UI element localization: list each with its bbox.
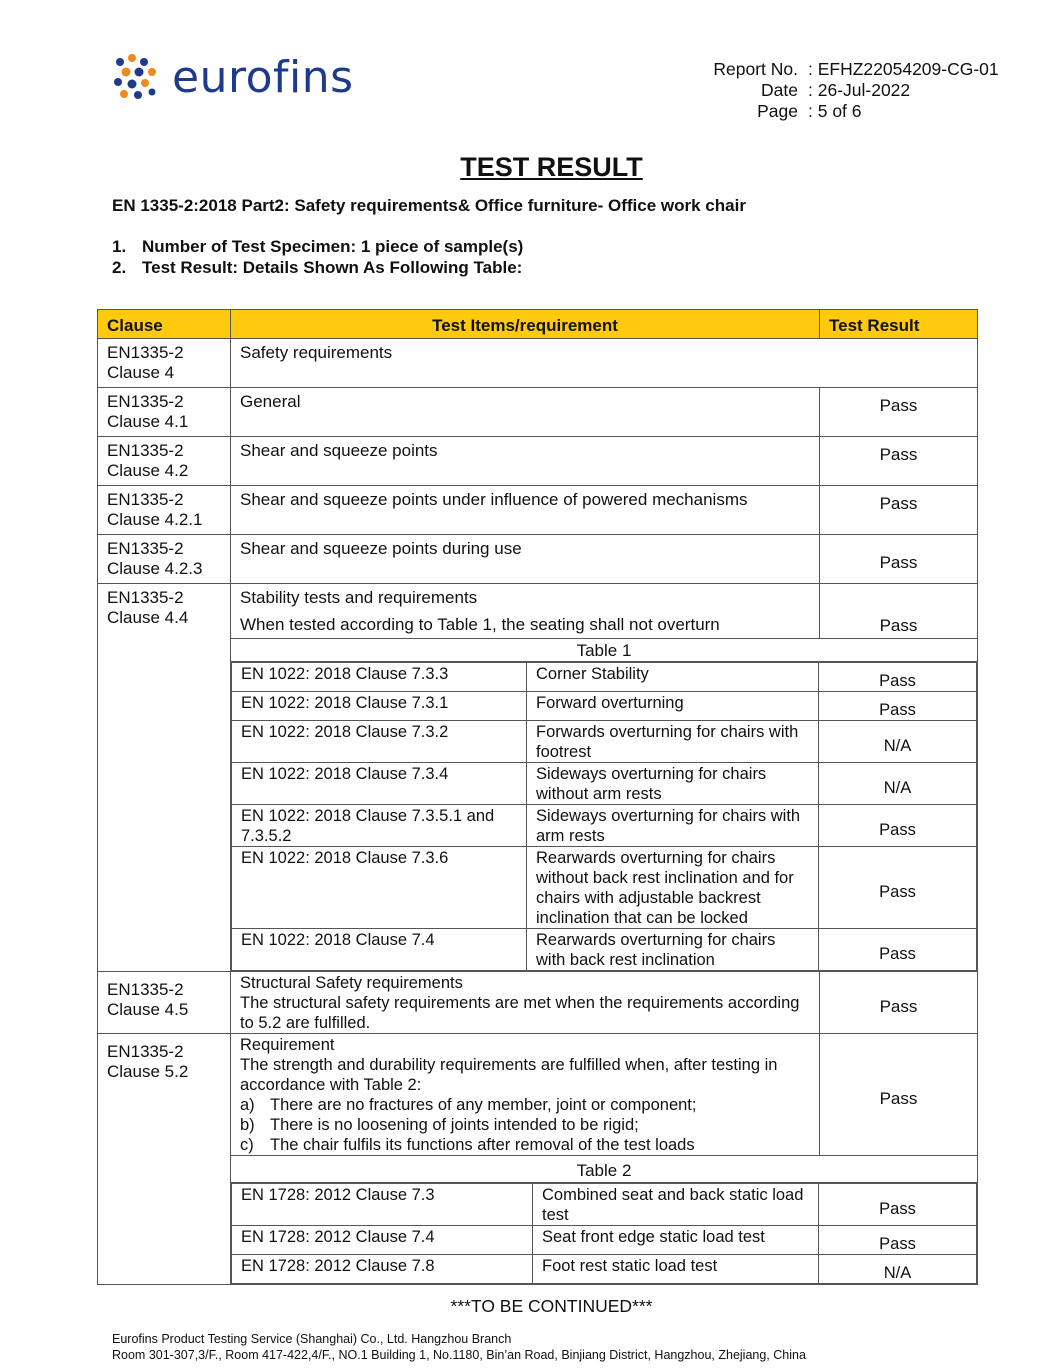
table-row: EN 1022: 2018 Clause 7.3.6 Rearwards overturning for chairs without back rest inclination and for chairs with adjustable backrest inclination that can be locked Pass — [232, 847, 977, 929]
footer-address: Room 301-307,3/F., Room 417-422,4/F., NO.1 Building 1, No.1180, Bin’an Road, Binjiang District, Hangzhou, Zhejiang, China — [112, 1348, 806, 1362]
table-row: EN 1728: 2012 Clause 7.3 Combined seat and back static load test Pass — [232, 1184, 977, 1226]
page-value: : 5 of 6 — [808, 101, 862, 121]
result-cell: Pass — [820, 584, 978, 639]
item-cell: General — [231, 388, 820, 437]
list-item: c) The chair fulfils its functions after removal of the test loads — [240, 1136, 695, 1154]
table-row: EN 1022: 2018 Clause 7.3.4 Sideways overturning for chairs without arm rests N/A — [232, 763, 977, 805]
item-cell: Structural Safety requirements The structural safety requirements are met when the requirements according to 5.2 are fulfilled. — [231, 972, 820, 1034]
item-cell: Shear and squeeze points during use — [231, 535, 820, 584]
table-row: EN 1728: 2012 Clause 7.8 Foot rest static load test N/A — [232, 1255, 977, 1284]
item-cell: Stability tests and requirements When tested according to Table 1, the seating shall not overturn — [231, 584, 820, 639]
table-row — [98, 486, 978, 535]
table-row: EN 1022: 2018 Clause 7.3.5.1 and 7.3.5.2 Sideways overturning for chairs with arm rests Pass — [232, 805, 977, 847]
header-items: Test Items/requirement — [231, 310, 820, 339]
date-value: : 26-Jul-2022 — [808, 80, 911, 100]
table1-caption: Table 1 — [231, 639, 978, 662]
subtitle: EN 1335-2:2018 Part2: Safety requirements& Office furniture- Office work chair — [112, 196, 746, 215]
continued-note: ***TO BE CONTINUED*** — [450, 1296, 653, 1316]
table-row: EN 1022: 2018 Clause 7.3.1 Forward overturning Pass — [232, 692, 977, 721]
item-cell: Requirement The strength and durability requirements are fulfilled when, after testing in accordance with Table 2: a) There are no fractures of any member, joint or component; b) There is no loosening of joints intended to be rigid; c) The chair fulfils its functions after removal of the test loads — [231, 1034, 820, 1156]
page-title: TEST RESULT — [460, 152, 643, 182]
clause-cell: EN1335-2 Clause 4 — [98, 339, 231, 388]
page-label: Page — [757, 101, 798, 121]
table2-caption: Table 2 — [231, 1156, 978, 1183]
result-cell: Pass — [820, 972, 978, 1034]
table-row: EN 1022: 2018 Clause 7.3.3 Corner Stability Pass — [232, 663, 977, 692]
list-item: a) There are no fractures of any member, joint or component; — [240, 1096, 697, 1114]
header-clause: Clause — [98, 310, 231, 339]
list-item: 2. Test Result: Details Shown As Following Table: — [112, 258, 523, 277]
result-cell: Pass — [820, 388, 978, 437]
list-item: b) There is no loosening of joints intended to be rigid; — [240, 1116, 639, 1134]
result-cell: Pass — [820, 486, 978, 535]
table-row-requirement — [98, 1034, 978, 1156]
clause-cell: EN1335-2 Clause 4.5 — [98, 972, 231, 1034]
table2 — [231, 1183, 977, 1284]
table-row-stability — [98, 584, 978, 639]
clause-cell: EN1335-2 Clause 4.2.1 — [98, 486, 231, 535]
table-row — [98, 437, 978, 486]
result-cell: Pass — [820, 1034, 978, 1156]
report-no-label: Report No. — [713, 59, 798, 79]
report-no-value: : EFHZ22054209-CG-01 — [808, 59, 999, 79]
table-header-row — [98, 310, 978, 339]
footer-company: Eurofins Product Testing Service (Shanghai) Co., Ltd. Hangzhou Branch — [112, 1332, 512, 1346]
table-row — [98, 388, 978, 437]
result-cell: Pass — [820, 437, 978, 486]
test-result-table — [97, 309, 978, 1285]
footer — [112, 1331, 806, 1363]
table-row: EN 1022: 2018 Clause 7.4 Rearwards overturning for chairs with back rest inclination Pass — [232, 929, 977, 971]
item-cell: Shear and squeeze points under influence of powered mechanisms — [231, 486, 820, 535]
list-item: 1. Number of Test Specimen: 1 piece of sample(s) — [112, 237, 524, 256]
clause-cell: EN1335-2 Clause 4.2.3 — [98, 535, 231, 584]
logo-text: eurofins — [172, 52, 354, 103]
table-row: EN 1022: 2018 Clause 7.3.2 Forwards overturning for chairs with footrest N/A — [232, 721, 977, 763]
item-cell: Shear and squeeze points — [231, 437, 820, 486]
clause-cell: EN1335-2 Clause 4.1 — [98, 388, 231, 437]
clause-cell: EN1335-2 Clause 4.4 — [98, 584, 231, 972]
item-cell: Safety requirements — [231, 339, 978, 388]
date-label: Date — [761, 80, 798, 100]
clause-cell: EN1335-2 Clause 5.2 — [98, 1034, 231, 1285]
sub-table-cell — [231, 1183, 978, 1285]
summary-list — [112, 236, 523, 278]
table-row — [98, 535, 978, 584]
header-result: Test Result — [820, 310, 978, 339]
report-info — [700, 59, 999, 122]
table-row-structural — [98, 972, 978, 1034]
clause-cell: EN1335-2 Clause 4.2 — [98, 437, 231, 486]
table1 — [231, 662, 977, 971]
result-cell: Pass — [820, 535, 978, 584]
table-row — [98, 339, 978, 388]
eurofins-logo — [112, 52, 372, 104]
eurofins-logo-icon — [112, 52, 168, 104]
table-row: EN 1728: 2012 Clause 7.4 Seat front edge static load test Pass — [232, 1226, 977, 1255]
sub-table-cell — [231, 662, 978, 972]
